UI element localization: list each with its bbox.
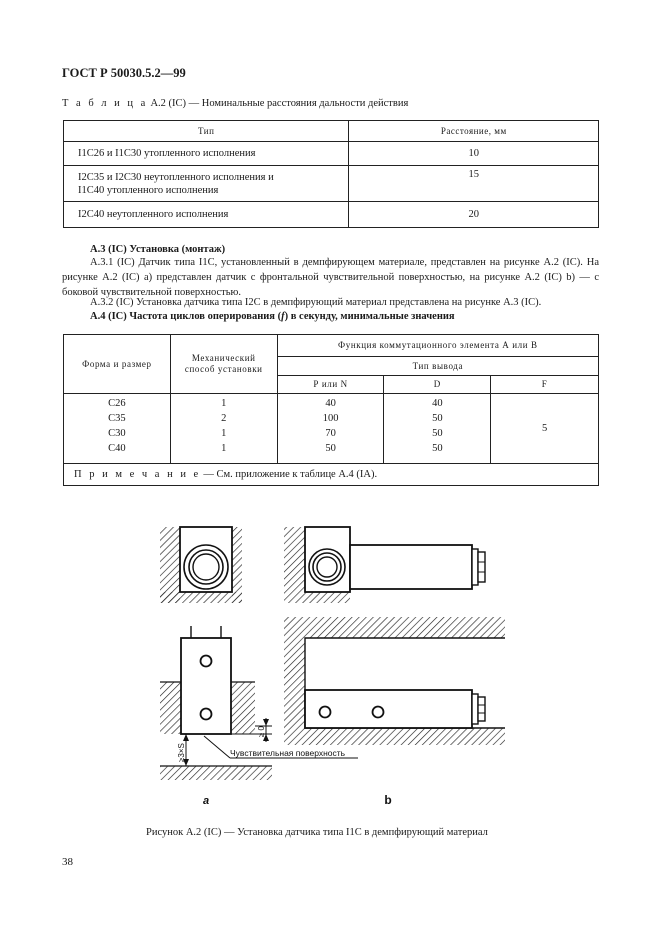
table-body-row [64, 394, 599, 464]
column-header-type: Тип [64, 121, 349, 142]
sensor-body [350, 545, 472, 589]
dimension-label-distance: ≥ 0 [257, 726, 266, 738]
hatching [160, 592, 242, 603]
cell-f: 5 [491, 394, 599, 464]
sensor-connector [472, 694, 478, 724]
method-value: 1 [221, 428, 227, 439]
p-value: 70 [325, 428, 336, 439]
connector-plug [478, 552, 485, 582]
label-sensitive-surface: Чувствительная поверхность [230, 748, 346, 758]
figure-label-b: b [384, 793, 392, 807]
cell-form [64, 394, 171, 464]
p-value: 40 [325, 398, 336, 409]
hatching [305, 617, 505, 638]
table-a2-caption [62, 98, 408, 109]
column-header-function: Функция коммутационного элемента А или В [277, 335, 598, 357]
column-header-method: Механический способ установки [170, 335, 277, 394]
table-row [64, 142, 599, 166]
table-note [64, 464, 599, 486]
sensor-connector [472, 549, 478, 585]
table-row [64, 166, 599, 202]
d-value: 40 [432, 398, 443, 409]
hatching [305, 592, 350, 603]
form-value: С40 [108, 443, 126, 454]
form-value: С35 [108, 413, 126, 424]
heading-text: А.4 (IC) Частота циклов оперирования ( [90, 311, 282, 322]
method-value: 1 [221, 443, 227, 454]
column-header-f: F [491, 376, 599, 394]
cell-d [384, 394, 491, 464]
heading-symbol: f [281, 311, 285, 322]
document-header: ГОСТ Р 50030.5.2—99 [62, 66, 186, 80]
table-a2 [63, 120, 599, 228]
column-header-d: D [384, 376, 491, 394]
sensor-a-top-view [160, 527, 242, 603]
table-a2-caption-text: А.2 (IC) — Номинальные расстояния дальности действия [147, 98, 409, 109]
hatching [160, 527, 180, 603]
cell-type [64, 202, 349, 228]
sensor-housing [180, 527, 232, 592]
cell-p [277, 394, 384, 464]
column-header-form: Форма и размер [64, 335, 171, 394]
method-value: 2 [221, 413, 227, 424]
column-header-output: Тип вывода [277, 357, 598, 376]
cell-distance: 20 [349, 202, 599, 228]
section-a3-heading: А.3 (IC) Установка (монтаж) [90, 244, 226, 255]
hatching [160, 682, 181, 734]
hatching [232, 527, 242, 603]
cell-type [64, 142, 349, 166]
heading-text-cont: ) в секунду, минимальные значения [284, 311, 455, 322]
form-value: С26 [108, 398, 126, 409]
hatching [305, 728, 505, 745]
connector-plug [478, 697, 485, 721]
table-a2-caption-lead: Т а б л и ц а [62, 98, 148, 109]
type-text-cont: I1C40 утопленного исполнения [78, 184, 219, 196]
table-note-row [64, 464, 599, 486]
form-value: С30 [108, 428, 126, 439]
type-text: I1C26 и I1C30 утопленного исполнения [78, 148, 256, 159]
table-header-row [64, 121, 599, 142]
type-text: I2C40 неутопленного исполнения [78, 209, 229, 220]
d-value: 50 [432, 428, 443, 439]
hatching [160, 766, 272, 780]
note-lead: П р и м е ч а н и е [74, 469, 201, 480]
d-value: 50 [432, 443, 443, 454]
figure-label-a: а [202, 795, 210, 807]
d-value: 50 [432, 413, 443, 424]
figure-caption: Рисунок А.2 (IC) — Установка датчика типа I1C в демпфирующий материал [146, 827, 488, 838]
cell-method [170, 394, 277, 464]
sensor-b-side-view [284, 617, 505, 745]
p-value: 50 [325, 443, 336, 454]
section-a4-heading [90, 309, 600, 324]
note-text: — См. приложение к таблице А.4 (IA). [200, 469, 378, 480]
table-row [64, 202, 599, 228]
paragraph-a3-1: А.3.1 (IC) Датчик типа I1C, установленный в демпфирующем материале, представлен на рисунке А.2 (IC). На рисунке А.2 (IC) а) представлен датчик с фронтальной чувствительной поверхностью, на рисунке А.2 (IC) b) — с боковой чувствительной поверхностью. [62, 257, 599, 298]
p-value: 100 [322, 413, 339, 424]
method-value: 1 [221, 398, 227, 409]
figure-a2 [148, 512, 528, 812]
cell-distance: 10 [349, 142, 599, 166]
paragraph-a3-2: А.3.2 (IC) Установка датчика типа I2C в демпфирующий материал представлена на рисунке А.3 (IC). [90, 297, 542, 308]
hatching [284, 617, 305, 745]
table-a4 [63, 334, 599, 486]
column-header-p: Р или N [277, 376, 384, 394]
dimension-label-side: ≥3×S [177, 743, 186, 762]
hatching [284, 527, 305, 603]
cell-type [64, 166, 349, 202]
page-number: 38 [62, 856, 73, 868]
table-header-row [64, 335, 599, 357]
cell-distance: 15 [349, 166, 599, 202]
type-text: I2C35 и I2C30 неутопленного исполнения и [78, 171, 274, 183]
hatching [231, 682, 255, 734]
column-header-distance: Расстояние, мм [349, 121, 599, 142]
sensor-b-top-view [284, 527, 485, 603]
